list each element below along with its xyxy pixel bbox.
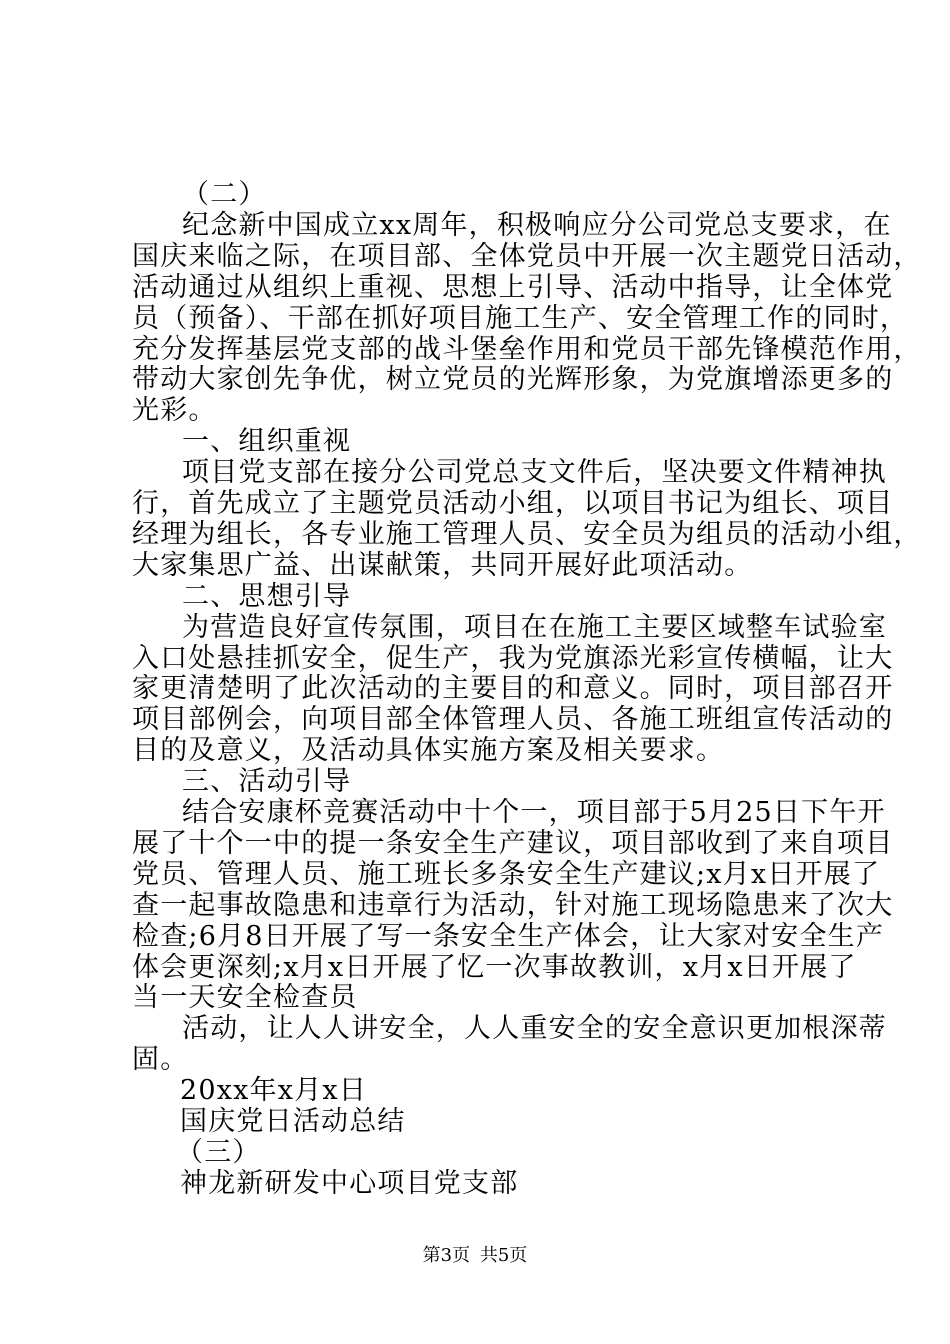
paragraph-line: 家更清楚明了此次活动的主要目的和意义。同时，项目部召开 [132,673,894,705]
page-total: 共5页 [479,1245,528,1266]
paragraph-line: 光彩。 [132,395,217,427]
paragraph-line: 大家集思广益、出谋献策，共同开展好此项活动。 [132,549,753,581]
paragraph-line: 项目党支部在接分公司党总支文件后，坚决要文件精神执 [182,457,887,489]
section-heading: 二、思想引导 [182,580,352,612]
paragraph-line: 充分发挥基层党支部的战斗堡垒作用和党员干部先锋模范作用， [132,333,922,365]
paragraph-line: 入口处悬挂抓安全，促生产，我为党旗添光彩宣传横幅，让大 [132,642,894,674]
section-number: （三） [176,1136,261,1168]
section-number: （二） [182,179,267,210]
paragraph-line: 行，首先成立了主题党员活动小组，以项目书记为组长、项目 [132,488,894,519]
paragraph-line: 活动，让人人讲安全，人人重安全的安全意识更加根深蒂 [182,1013,887,1045]
paragraph-line: 员（预备）、干部在抓好项目施工生产、安全管理工作的同时， [132,302,909,334]
paragraph-line: 纪念新中国成立xx周年，积极响应分公司党总支要求，在 [182,209,892,241]
paragraph-line: 活动通过从组织上重视、思想上引导、活动中指导，让全体党 [132,271,894,303]
paragraph-line: 带动大家创先争优，树立党员的光辉形象，为党旗增添更多的 [132,364,894,396]
paragraph-line: 检查;6月8日开展了写一条安全生产体会，让大家对安全生产 [132,920,885,952]
paragraph-line: 目的及意义，及活动具体实施方案及相关要求。 [132,735,725,767]
paragraph-line: 结合安康杯竞赛活动中十个一，项目部于5月25日下午开 [182,797,886,828]
page-number: 第3页 [422,1245,471,1266]
paragraph-line: 当一天安全检查员 [132,982,358,1014]
paragraph-line: 经理为组长，各专业施工管理人员、安全员为组员的活动小组， [132,518,922,550]
paragraph-line: 固。 [132,1044,189,1076]
paragraph-line: 党员、管理人员、施工班长多条安全生产建议;x月x日开展了 [132,858,881,890]
page-footer [0,1244,950,1268]
paragraph-line: 项目部例会，向项目部全体管理人员、各施工班组宣传活动的 [132,704,894,736]
section-heading: 一、组织重视 [182,426,352,458]
paragraph-line: 查一起事故隐患和违章行为活动，针对施工现场隐患来了次大 [132,889,894,921]
paragraph-line: 体会更深刻;x月x日开展了忆一次事故教训，x月x日开展了 [132,951,857,983]
signature-date: 20xx年x月x日 [180,1075,368,1107]
paragraph-line: 国庆来临之际，在项目部、全体党员中开展一次主题党日活动， [132,240,922,272]
paragraph-line: 展了十个一中的提一条安全生产建议，项目部收到了来自项目 [132,827,894,859]
section-heading: 三、活动引导 [182,766,352,798]
signature-organization: 神龙新研发中心项目党支部 [180,1167,519,1199]
document-title: 国庆党日活动总结 [180,1106,406,1137]
paragraph-line: 为营造良好宣传氛围，项目在在施工主要区域整车试验室 [182,611,887,643]
